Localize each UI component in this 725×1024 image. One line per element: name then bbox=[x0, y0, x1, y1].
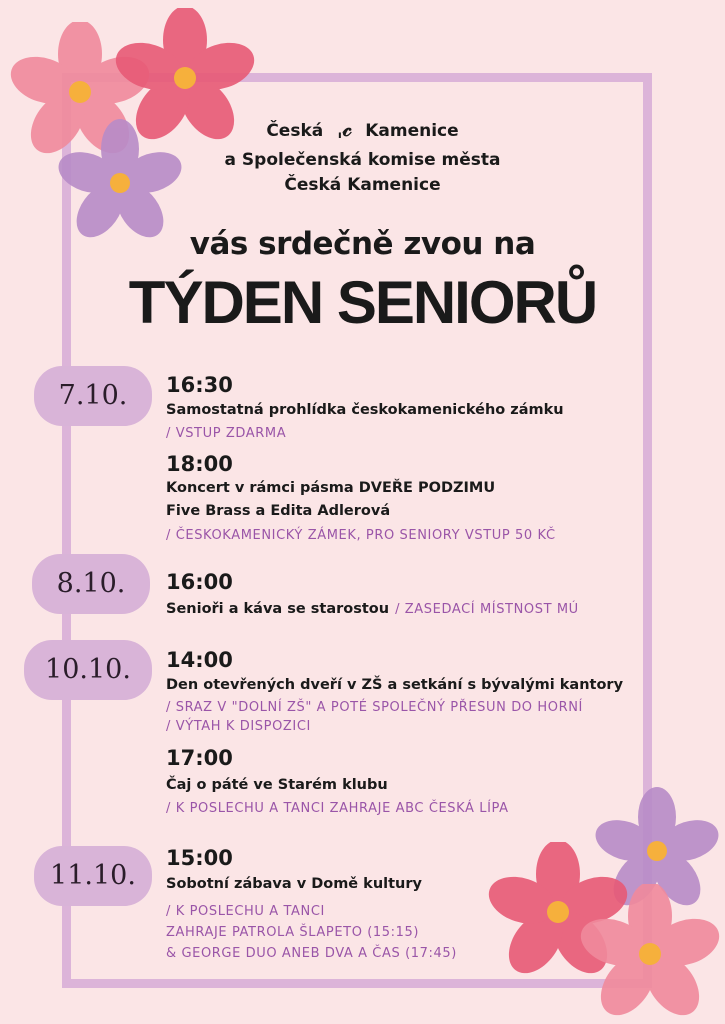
event-note: / SRAZ V "DOLNÍ ZŠ" A POTÉ SPOLEČNÝ PŘESUN DO HORNÍ bbox=[166, 700, 583, 715]
date-badge: 7.10. bbox=[34, 366, 152, 426]
event-description: Sobotní zábava v Domě kultury bbox=[166, 876, 422, 892]
pink-flower-icon bbox=[580, 884, 720, 1024]
event-note: ZAHRAJE PATROLA ŠLAPETO (15:15) bbox=[166, 925, 420, 940]
event-time: 18:00 bbox=[166, 452, 233, 476]
event-note: / ČESKOKAMENICKÝ ZÁMEK, PRO SENIORY VSTUP 50 KČ bbox=[166, 528, 556, 543]
event-description-text: Senioři a káva se starostou bbox=[166, 601, 390, 617]
page-title: TÝDEN SENIORŮ bbox=[128, 269, 597, 336]
event-time: 14:00 bbox=[166, 648, 233, 672]
event-time: 16:00 bbox=[166, 570, 233, 594]
event-description: Den otevřených dveří v ZŠ a setkání s bývalými kantory bbox=[166, 677, 624, 693]
event-description: Koncert v rámci pásma DVEŘE PODZIMU bbox=[166, 480, 496, 496]
event-note: & GEORGE DUO ANEB DVA A ČAS (17:45) bbox=[166, 946, 457, 961]
event-performers: Five Brass a Edita Adlerová bbox=[166, 503, 391, 519]
date-badge: 10.10. bbox=[24, 640, 152, 700]
organizer-line bbox=[0, 116, 725, 142]
event-time: 15:00 bbox=[166, 846, 233, 870]
date-badge: 11.10. bbox=[34, 846, 152, 906]
event-description: Samostatná prohlídka českokamenického zámku bbox=[166, 402, 564, 418]
event-note: / VSTUP ZDARMA bbox=[166, 426, 287, 441]
event-note: / K POSLECHU A TANCI bbox=[166, 904, 325, 919]
org-name-right: Kamenice bbox=[365, 121, 459, 141]
event-note: / ZASEDACÍ MÍSTNOST MÚ bbox=[395, 602, 579, 617]
event-note: / K POSLECHU A TANCI ZAHRAJE ABC ČESKÁ LÍPA bbox=[166, 801, 509, 816]
event-note: / VÝTAH K DISPOZICI bbox=[166, 719, 311, 734]
date-badge: 8.10. bbox=[32, 554, 150, 614]
logo-mark-icon: ˌ𝒸 bbox=[336, 116, 352, 142]
invite-text: vás srdečně zvou na bbox=[189, 226, 536, 262]
event-description: Čaj o páté ve Starém klubu bbox=[166, 777, 388, 793]
event-time: 17:00 bbox=[166, 746, 233, 770]
co-organizer-line: a Společenská komise města bbox=[224, 150, 501, 170]
org-name-left: Česká bbox=[266, 121, 324, 141]
event-time: 16:30 bbox=[166, 373, 233, 397]
event-description bbox=[166, 601, 579, 617]
co-organizer-town: Česká Kamenice bbox=[284, 175, 441, 195]
